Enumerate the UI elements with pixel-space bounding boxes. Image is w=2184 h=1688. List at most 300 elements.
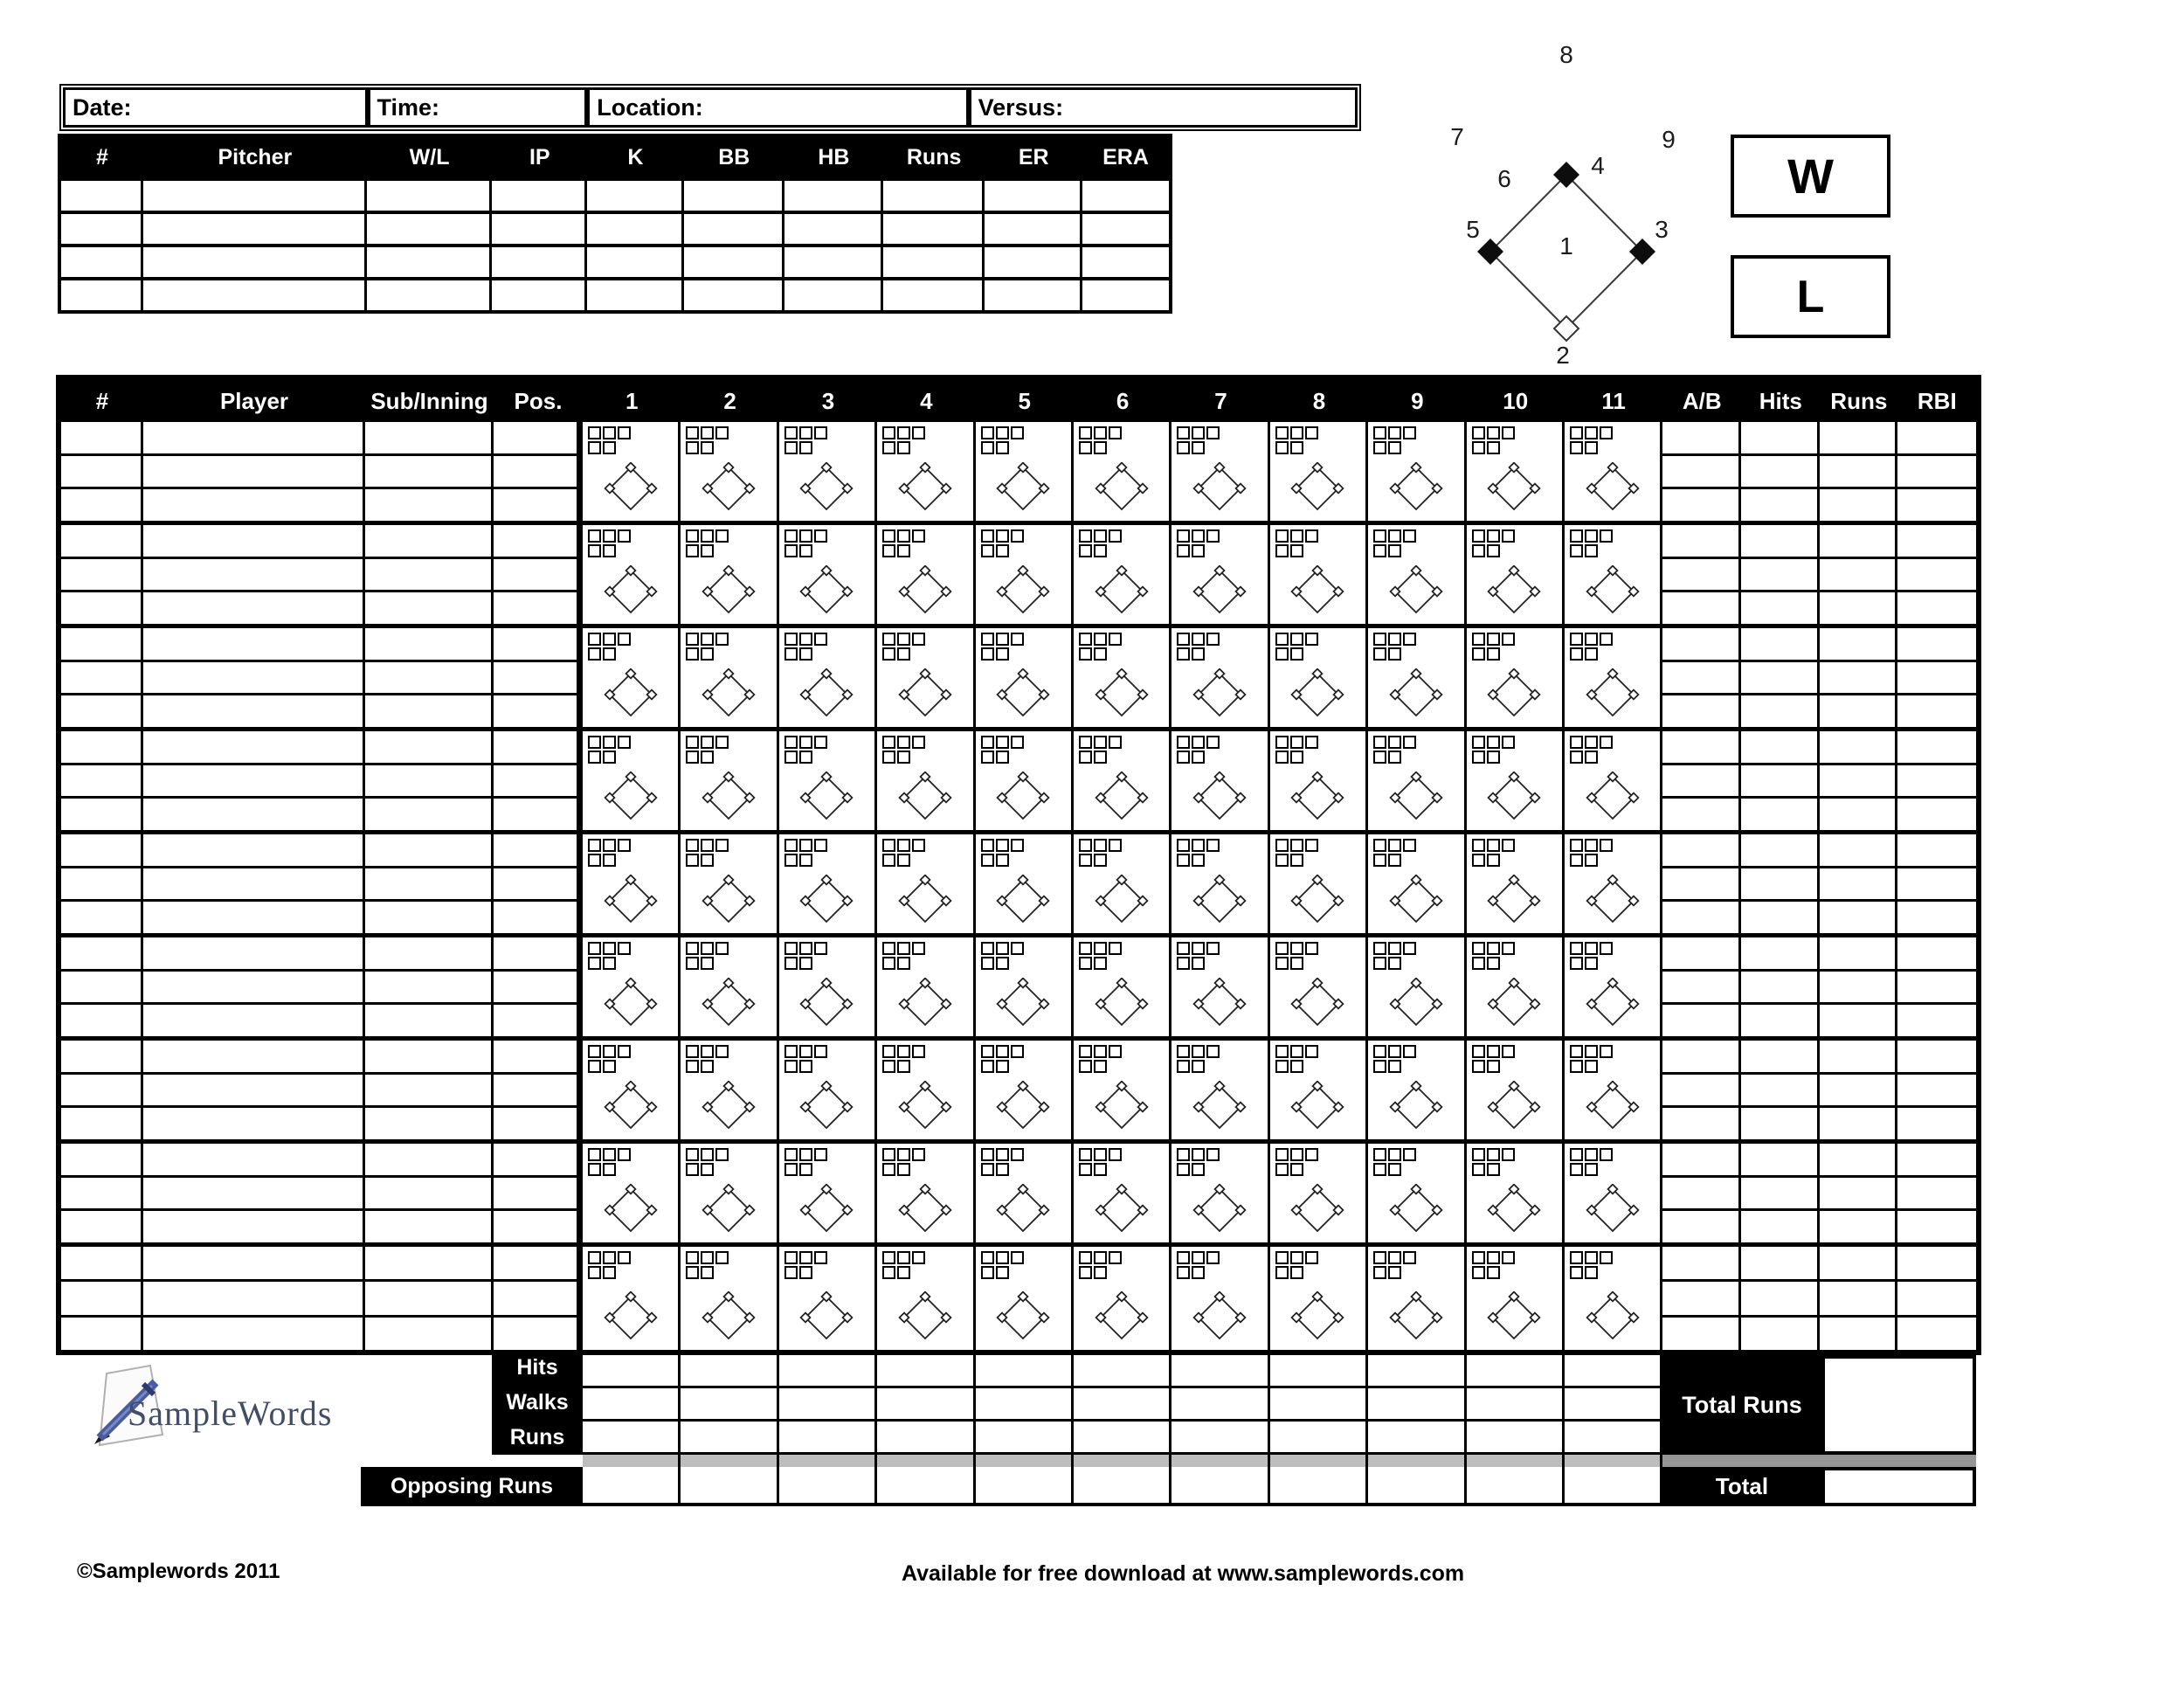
count-box[interactable]	[1487, 529, 1500, 543]
total-runs-cell[interactable]	[1821, 1355, 1976, 1455]
count-box[interactable]	[1600, 1148, 1613, 1161]
inning-scoring-cell[interactable]	[1074, 422, 1171, 521]
position-cell[interactable]	[494, 1108, 577, 1139]
sub-inning-cell[interactable]	[365, 559, 491, 593]
count-box[interactable]	[799, 1266, 812, 1279]
inning-scoring-cell[interactable]	[1467, 628, 1565, 727]
inning-scoring-cell[interactable]	[1074, 1144, 1171, 1242]
total-cell[interactable]	[1821, 1467, 1976, 1506]
inning-scoring-cell[interactable]	[681, 1041, 778, 1139]
count-box[interactable]	[1079, 736, 1092, 749]
hits-stat-cell[interactable]	[1741, 1178, 1817, 1212]
count-box[interactable]	[1403, 1148, 1416, 1161]
rbi-stat-cell[interactable]	[1897, 799, 1976, 830]
player-number-cell[interactable]	[61, 902, 141, 933]
player-number-cell[interactable]	[61, 1144, 141, 1178]
count-box[interactable]	[1177, 1045, 1190, 1058]
count-box[interactable]	[1290, 426, 1303, 439]
count-box[interactable]	[1290, 957, 1303, 970]
sub-inning-cell[interactable]	[365, 731, 491, 765]
count-box[interactable]	[996, 529, 1009, 543]
position-cell[interactable]	[494, 456, 577, 490]
count-box[interactable]	[882, 839, 895, 852]
count-box[interactable]	[1570, 1266, 1583, 1279]
versus-field[interactable]	[969, 87, 1358, 128]
player-number-cell[interactable]	[61, 1178, 141, 1212]
count-box[interactable]	[588, 529, 601, 543]
count-box[interactable]	[1388, 736, 1401, 749]
inning-scoring-cell[interactable]	[1270, 1247, 1368, 1350]
count-box[interactable]	[1403, 1251, 1416, 1264]
rbi-stat-cell[interactable]	[1897, 456, 1976, 490]
count-box[interactable]	[588, 647, 601, 661]
count-box[interactable]	[1177, 839, 1190, 852]
inning-scoring-cell[interactable]	[1270, 628, 1368, 727]
count-box[interactable]	[1388, 441, 1401, 454]
count-box[interactable]	[1094, 957, 1107, 970]
count-box[interactable]	[1472, 529, 1485, 543]
inning-scoring-cell[interactable]	[583, 628, 681, 727]
count-box[interactable]	[1585, 1045, 1598, 1058]
runs-stat-cell[interactable]	[1820, 731, 1895, 765]
inning-scoring-cell[interactable]	[1368, 422, 1466, 521]
count-box[interactable]	[1275, 1163, 1289, 1176]
count-box[interactable]	[686, 1251, 699, 1264]
player-number-cell[interactable]	[61, 559, 141, 593]
count-box[interactable]	[1305, 942, 1318, 955]
ab-stat-cell[interactable]	[1662, 1318, 1738, 1350]
count-box[interactable]	[1585, 1266, 1598, 1279]
count-box[interactable]	[1290, 854, 1303, 867]
count-box[interactable]	[1600, 736, 1613, 749]
hits-stat-cell[interactable]	[1741, 868, 1817, 903]
count-box[interactable]	[1403, 529, 1416, 543]
count-box[interactable]	[912, 1148, 925, 1161]
ab-stat-cell[interactable]	[1662, 695, 1738, 727]
count-box[interactable]	[912, 426, 925, 439]
player-number-cell[interactable]	[61, 1211, 141, 1242]
count-box[interactable]	[1079, 942, 1092, 955]
inning-scoring-cell[interactable]	[1270, 1144, 1368, 1242]
count-box[interactable]	[882, 426, 895, 439]
count-box[interactable]	[701, 426, 714, 439]
position-cell[interactable]	[494, 799, 577, 830]
count-box[interactable]	[1275, 647, 1289, 661]
count-box[interactable]	[686, 647, 699, 661]
sub-inning-cell[interactable]	[365, 1075, 491, 1109]
pitcher-cell[interactable]	[684, 280, 784, 310]
summary-cell[interactable]	[1270, 1388, 1368, 1422]
count-box[interactable]	[814, 1148, 827, 1161]
count-box[interactable]	[1585, 1163, 1598, 1176]
count-box[interactable]	[897, 633, 910, 646]
inning-scoring-cell[interactable]	[877, 1144, 975, 1242]
count-box[interactable]	[1177, 1148, 1190, 1161]
pitcher-cell[interactable]	[143, 280, 367, 310]
inning-scoring-cell[interactable]	[1565, 1247, 1662, 1350]
date-field[interactable]	[63, 87, 368, 128]
pitcher-cell[interactable]	[61, 280, 143, 310]
count-box[interactable]	[996, 751, 1009, 764]
count-box[interactable]	[784, 441, 798, 454]
count-box[interactable]	[1177, 1266, 1190, 1279]
count-box[interactable]	[701, 736, 714, 749]
hits-stat-cell[interactable]	[1741, 972, 1817, 1006]
count-box[interactable]	[1585, 854, 1598, 867]
count-box[interactable]	[1275, 633, 1289, 646]
player-name-cell[interactable]	[143, 1282, 363, 1317]
hits-stat-cell[interactable]	[1741, 456, 1817, 490]
position-cell[interactable]	[494, 1282, 577, 1317]
count-box[interactable]	[1192, 957, 1205, 970]
count-box[interactable]	[1177, 1251, 1190, 1264]
count-box[interactable]	[1585, 441, 1598, 454]
count-box[interactable]	[1570, 1163, 1583, 1176]
count-box[interactable]	[784, 1266, 798, 1279]
count-box[interactable]	[1600, 426, 1613, 439]
rbi-stat-cell[interactable]	[1897, 868, 1976, 903]
hits-stat-cell[interactable]	[1741, 1005, 1817, 1036]
runs-stat-cell[interactable]	[1820, 799, 1895, 830]
count-box[interactable]	[996, 736, 1009, 749]
count-box[interactable]	[1373, 1163, 1386, 1176]
count-box[interactable]	[1177, 751, 1190, 764]
inning-scoring-cell[interactable]	[583, 1144, 681, 1242]
count-box[interactable]	[603, 529, 616, 543]
count-box[interactable]	[618, 736, 631, 749]
count-box[interactable]	[1600, 633, 1613, 646]
runs-stat-cell[interactable]	[1820, 902, 1895, 933]
inning-scoring-cell[interactable]	[1368, 731, 1466, 830]
count-box[interactable]	[1290, 751, 1303, 764]
count-box[interactable]	[1472, 957, 1485, 970]
count-box[interactable]	[1275, 854, 1289, 867]
count-box[interactable]	[701, 633, 714, 646]
summary-cell[interactable]	[1074, 1467, 1171, 1506]
inning-scoring-cell[interactable]	[1270, 1041, 1368, 1139]
player-number-cell[interactable]	[61, 972, 141, 1006]
rbi-stat-cell[interactable]	[1897, 1211, 1976, 1242]
player-number-cell[interactable]	[61, 695, 141, 727]
summary-cell[interactable]	[681, 1355, 778, 1388]
pitcher-cell[interactable]	[985, 181, 1082, 211]
count-box[interactable]	[1570, 529, 1583, 543]
count-box[interactable]	[1305, 426, 1318, 439]
inning-scoring-cell[interactable]	[1565, 731, 1662, 830]
inning-scoring-cell[interactable]	[877, 731, 975, 830]
runs-stat-cell[interactable]	[1820, 1247, 1895, 1282]
count-box[interactable]	[1275, 839, 1289, 852]
count-box[interactable]	[603, 1163, 616, 1176]
pitcher-cell[interactable]	[684, 214, 784, 244]
pitcher-cell[interactable]	[784, 181, 883, 211]
count-box[interactable]	[618, 1045, 631, 1058]
count-box[interactable]	[996, 1163, 1009, 1176]
inning-scoring-cell[interactable]	[976, 1144, 1074, 1242]
count-box[interactable]	[981, 1163, 994, 1176]
inning-scoring-cell[interactable]	[681, 731, 778, 830]
summary-cell[interactable]	[583, 1422, 681, 1455]
player-number-cell[interactable]	[61, 937, 141, 972]
player-name-cell[interactable]	[143, 902, 363, 933]
count-box[interactable]	[1206, 1045, 1220, 1058]
count-box[interactable]	[1585, 1060, 1598, 1073]
count-box[interactable]	[1206, 942, 1220, 955]
count-box[interactable]	[996, 1148, 1009, 1161]
count-box[interactable]	[996, 1251, 1009, 1264]
pitcher-cell[interactable]	[985, 280, 1082, 310]
count-box[interactable]	[1472, 839, 1485, 852]
count-box[interactable]	[814, 1251, 827, 1264]
count-box[interactable]	[814, 1045, 827, 1058]
count-box[interactable]	[1177, 633, 1190, 646]
count-box[interactable]	[1275, 1060, 1289, 1073]
count-box[interactable]	[618, 1251, 631, 1264]
sub-inning-cell[interactable]	[365, 1318, 491, 1350]
player-name-cell[interactable]	[143, 937, 363, 972]
inning-scoring-cell[interactable]	[779, 1247, 877, 1350]
count-box[interactable]	[1570, 1060, 1583, 1073]
summary-cell[interactable]	[1171, 1388, 1269, 1422]
inning-scoring-cell[interactable]	[779, 937, 877, 1036]
loss-box[interactable]	[1731, 255, 1890, 338]
player-name-cell[interactable]	[143, 1178, 363, 1212]
hits-stat-cell[interactable]	[1741, 525, 1817, 559]
count-box[interactable]	[701, 529, 714, 543]
count-box[interactable]	[588, 441, 601, 454]
inning-scoring-cell[interactable]	[583, 937, 681, 1036]
count-box[interactable]	[981, 942, 994, 955]
hits-stat-cell[interactable]	[1741, 1108, 1817, 1139]
count-box[interactable]	[1290, 942, 1303, 955]
count-box[interactable]	[618, 529, 631, 543]
count-box[interactable]	[1373, 544, 1386, 557]
position-cell[interactable]	[494, 1005, 577, 1036]
count-box[interactable]	[1290, 1251, 1303, 1264]
pitcher-cell[interactable]	[492, 181, 587, 211]
count-box[interactable]	[603, 633, 616, 646]
pitcher-cell[interactable]	[61, 181, 143, 211]
count-box[interactable]	[1177, 441, 1190, 454]
count-box[interactable]	[1403, 942, 1416, 955]
player-name-cell[interactable]	[143, 972, 363, 1006]
count-box[interactable]	[588, 736, 601, 749]
summary-cell[interactable]	[976, 1355, 1074, 1388]
inning-scoring-cell[interactable]	[1368, 1247, 1466, 1350]
count-box[interactable]	[588, 544, 601, 557]
count-box[interactable]	[1472, 1148, 1485, 1161]
count-box[interactable]	[882, 751, 895, 764]
count-box[interactable]	[1502, 736, 1515, 749]
count-box[interactable]	[981, 1045, 994, 1058]
count-box[interactable]	[1373, 1045, 1386, 1058]
rbi-stat-cell[interactable]	[1897, 731, 1976, 765]
runs-stat-cell[interactable]	[1820, 559, 1895, 593]
count-box[interactable]	[1290, 633, 1303, 646]
count-box[interactable]	[784, 957, 798, 970]
position-cell[interactable]	[494, 902, 577, 933]
count-box[interactable]	[1177, 1163, 1190, 1176]
inning-scoring-cell[interactable]	[1171, 937, 1269, 1036]
player-number-cell[interactable]	[61, 1005, 141, 1036]
rbi-stat-cell[interactable]	[1897, 834, 1976, 868]
pitcher-cell[interactable]	[367, 280, 492, 310]
count-box[interactable]	[1388, 751, 1401, 764]
count-box[interactable]	[1305, 633, 1318, 646]
inning-scoring-cell[interactable]	[1270, 834, 1368, 933]
count-box[interactable]	[618, 1148, 631, 1161]
ab-stat-cell[interactable]	[1662, 1247, 1738, 1282]
hits-stat-cell[interactable]	[1741, 765, 1817, 799]
count-box[interactable]	[981, 839, 994, 852]
count-box[interactable]	[1290, 441, 1303, 454]
count-box[interactable]	[588, 942, 601, 955]
count-box[interactable]	[1079, 529, 1092, 543]
count-box[interactable]	[1079, 854, 1092, 867]
hits-stat-cell[interactable]	[1741, 1318, 1817, 1350]
count-box[interactable]	[897, 1045, 910, 1058]
count-box[interactable]	[618, 942, 631, 955]
count-box[interactable]	[686, 751, 699, 764]
count-box[interactable]	[1192, 1251, 1205, 1264]
rbi-stat-cell[interactable]	[1897, 1247, 1976, 1282]
hits-stat-cell[interactable]	[1741, 662, 1817, 696]
count-box[interactable]	[1585, 736, 1598, 749]
count-box[interactable]	[1079, 1060, 1092, 1073]
inning-scoring-cell[interactable]	[1074, 525, 1171, 624]
player-name-cell[interactable]	[143, 592, 363, 624]
count-box[interactable]	[1403, 426, 1416, 439]
count-box[interactable]	[1011, 839, 1024, 852]
count-box[interactable]	[1011, 529, 1024, 543]
inning-scoring-cell[interactable]	[681, 628, 778, 727]
count-box[interactable]	[686, 1060, 699, 1073]
inning-scoring-cell[interactable]	[1467, 1144, 1565, 1242]
runs-stat-cell[interactable]	[1820, 662, 1895, 696]
count-box[interactable]	[784, 529, 798, 543]
summary-cell[interactable]	[583, 1467, 681, 1506]
summary-cell[interactable]	[877, 1388, 975, 1422]
summary-cell[interactable]	[681, 1388, 778, 1422]
inning-scoring-cell[interactable]	[1270, 937, 1368, 1036]
count-box[interactable]	[1472, 1163, 1485, 1176]
summary-cell[interactable]	[976, 1422, 1074, 1455]
count-box[interactable]	[1109, 633, 1122, 646]
count-box[interactable]	[996, 854, 1009, 867]
rbi-stat-cell[interactable]	[1897, 1075, 1976, 1109]
inning-scoring-cell[interactable]	[1565, 422, 1662, 521]
count-box[interactable]	[1094, 529, 1107, 543]
count-box[interactable]	[897, 751, 910, 764]
count-box[interactable]	[715, 1148, 729, 1161]
inning-scoring-cell[interactable]	[681, 937, 778, 1036]
summary-cell[interactable]	[1368, 1355, 1466, 1388]
count-box[interactable]	[1403, 1045, 1416, 1058]
player-number-cell[interactable]	[61, 422, 141, 456]
player-number-cell[interactable]	[61, 525, 141, 559]
count-box[interactable]	[799, 529, 812, 543]
player-name-cell[interactable]	[143, 1247, 363, 1282]
pitcher-cell[interactable]	[367, 181, 492, 211]
runs-stat-cell[interactable]	[1820, 456, 1895, 490]
inning-scoring-cell[interactable]	[583, 1247, 681, 1350]
count-box[interactable]	[701, 839, 714, 852]
count-box[interactable]	[1109, 1045, 1122, 1058]
position-cell[interactable]	[494, 1144, 577, 1178]
ab-stat-cell[interactable]	[1662, 834, 1738, 868]
count-box[interactable]	[981, 854, 994, 867]
inning-scoring-cell[interactable]	[1565, 1041, 1662, 1139]
count-box[interactable]	[897, 1163, 910, 1176]
count-box[interactable]	[686, 426, 699, 439]
sub-inning-cell[interactable]	[365, 1041, 491, 1075]
count-box[interactable]	[1290, 544, 1303, 557]
runs-stat-cell[interactable]	[1820, 1005, 1895, 1036]
pitcher-cell[interactable]	[492, 280, 587, 310]
pitcher-cell[interactable]	[143, 247, 367, 277]
count-box[interactable]	[618, 839, 631, 852]
count-box[interactable]	[784, 942, 798, 955]
count-box[interactable]	[814, 839, 827, 852]
ab-stat-cell[interactable]	[1662, 1075, 1738, 1109]
count-box[interactable]	[1388, 957, 1401, 970]
player-number-cell[interactable]	[61, 592, 141, 624]
count-box[interactable]	[882, 529, 895, 543]
count-box[interactable]	[981, 1148, 994, 1161]
count-box[interactable]	[1290, 736, 1303, 749]
count-box[interactable]	[603, 839, 616, 852]
player-name-cell[interactable]	[143, 628, 363, 662]
count-box[interactable]	[996, 1045, 1009, 1058]
count-box[interactable]	[1388, 1266, 1401, 1279]
inning-scoring-cell[interactable]	[681, 422, 778, 521]
inning-scoring-cell[interactable]	[1368, 937, 1466, 1036]
count-box[interactable]	[1570, 942, 1583, 955]
count-box[interactable]	[1192, 1045, 1205, 1058]
count-box[interactable]	[1502, 1251, 1515, 1264]
count-box[interactable]	[1079, 957, 1092, 970]
hits-stat-cell[interactable]	[1741, 422, 1817, 456]
position-cell[interactable]	[494, 422, 577, 456]
count-box[interactable]	[715, 736, 729, 749]
count-box[interactable]	[882, 633, 895, 646]
summary-cell[interactable]	[1171, 1355, 1269, 1388]
pitcher-cell[interactable]	[61, 247, 143, 277]
count-box[interactable]	[799, 1060, 812, 1073]
count-box[interactable]	[799, 854, 812, 867]
count-box[interactable]	[912, 1251, 925, 1264]
count-box[interactable]	[784, 854, 798, 867]
count-box[interactable]	[603, 441, 616, 454]
count-box[interactable]	[799, 942, 812, 955]
count-box[interactable]	[701, 1266, 714, 1279]
summary-cell[interactable]	[976, 1388, 1074, 1422]
count-box[interactable]	[1487, 647, 1500, 661]
count-box[interactable]	[1177, 529, 1190, 543]
count-box[interactable]	[897, 1148, 910, 1161]
count-box[interactable]	[814, 529, 827, 543]
sub-inning-cell[interactable]	[365, 592, 491, 624]
count-box[interactable]	[686, 854, 699, 867]
sub-inning-cell[interactable]	[365, 1108, 491, 1139]
inning-scoring-cell[interactable]	[681, 834, 778, 933]
count-box[interactable]	[1373, 957, 1386, 970]
summary-cell[interactable]	[1171, 1422, 1269, 1455]
inning-scoring-cell[interactable]	[1171, 628, 1269, 727]
runs-stat-cell[interactable]	[1820, 868, 1895, 903]
inning-scoring-cell[interactable]	[779, 731, 877, 830]
position-cell[interactable]	[494, 868, 577, 903]
